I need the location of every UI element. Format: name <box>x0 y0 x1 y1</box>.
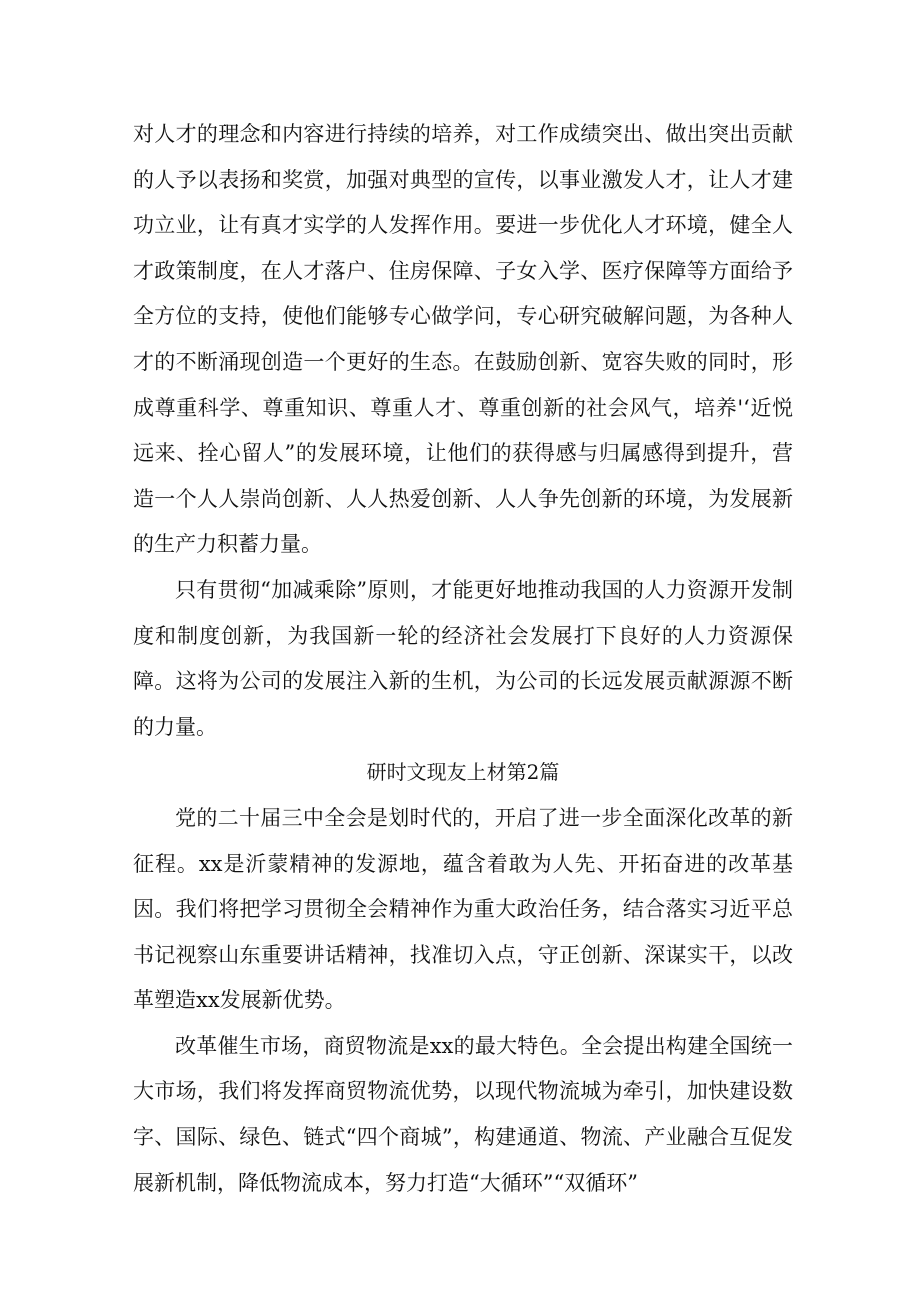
paragraph-trade-logistics: 改革催生市场，商贸物流是xx的最大特色。全会提出构建全国统一大市场，我们将发挥商贸物流优势，以现代物流城为牵引，加快建设数字、国际、绿色、链式“四个商城”，构建通道、物流、产业融合互促发展新机制，降低物流成本，努力打造“大循环”“双循环” <box>133 1033 793 1195</box>
document-body <box>133 112 793 1206</box>
paragraph-principle: 只有贯彻“加减乘除”原则，才能更好地推动我国的人力资源开发制度和制度创新，为我国新一轮的经济社会发展打下良好的人力资源保障。这将为公司的发展注入新的生机，为公司的长远发展贡献源源不断的力量。 <box>133 577 793 739</box>
paragraph-talent-environment: 对人才的理念和内容进行持续的培养，对工作成绩突出、做出突出贡献的人予以表扬和奖赏，加强对典型的宣传，以事业激发人才，让人才建功立业，让有真才实学的人发挥作用。要进一步优化人才环境，健全人才政策制度，在人才落户、住房保障、子女入学、医疗保障等方面给予全方位的支持，使他们能够专心做学问，专心研究破解问题，为各种人才的不断涌现创造一个更好的生态。在鼓励创新、宽容失败的同时，形成尊重科学、尊重知识、尊重人才、尊重创新的社会风气，培养'‘近悦远来、拴心留人”的发展环境，让他们的获得感与归属感得到提升，营造一个人人崇尚创新、人人热爱创新、人人争先创新的环境，为发展新的生产力积蓄力量。 <box>133 122 793 557</box>
section-heading: 研时文现友上材第2篇 <box>366 760 560 785</box>
paragraph-plenary-session: 党的二十届三中全会是划时代的，开启了进一步全面深化改革的新征程。xx是沂蒙精神的发源地，蕴含着敢为人先、开拓奋进的改革基因。我们将把学习贯彻全会精神作为重大政治任务，结合落实习近平总书记视察山东重要讲话精神，找准切入点，守正创新、深谋实干，以改革塑造xx发展新优势。 <box>133 805 793 1013</box>
